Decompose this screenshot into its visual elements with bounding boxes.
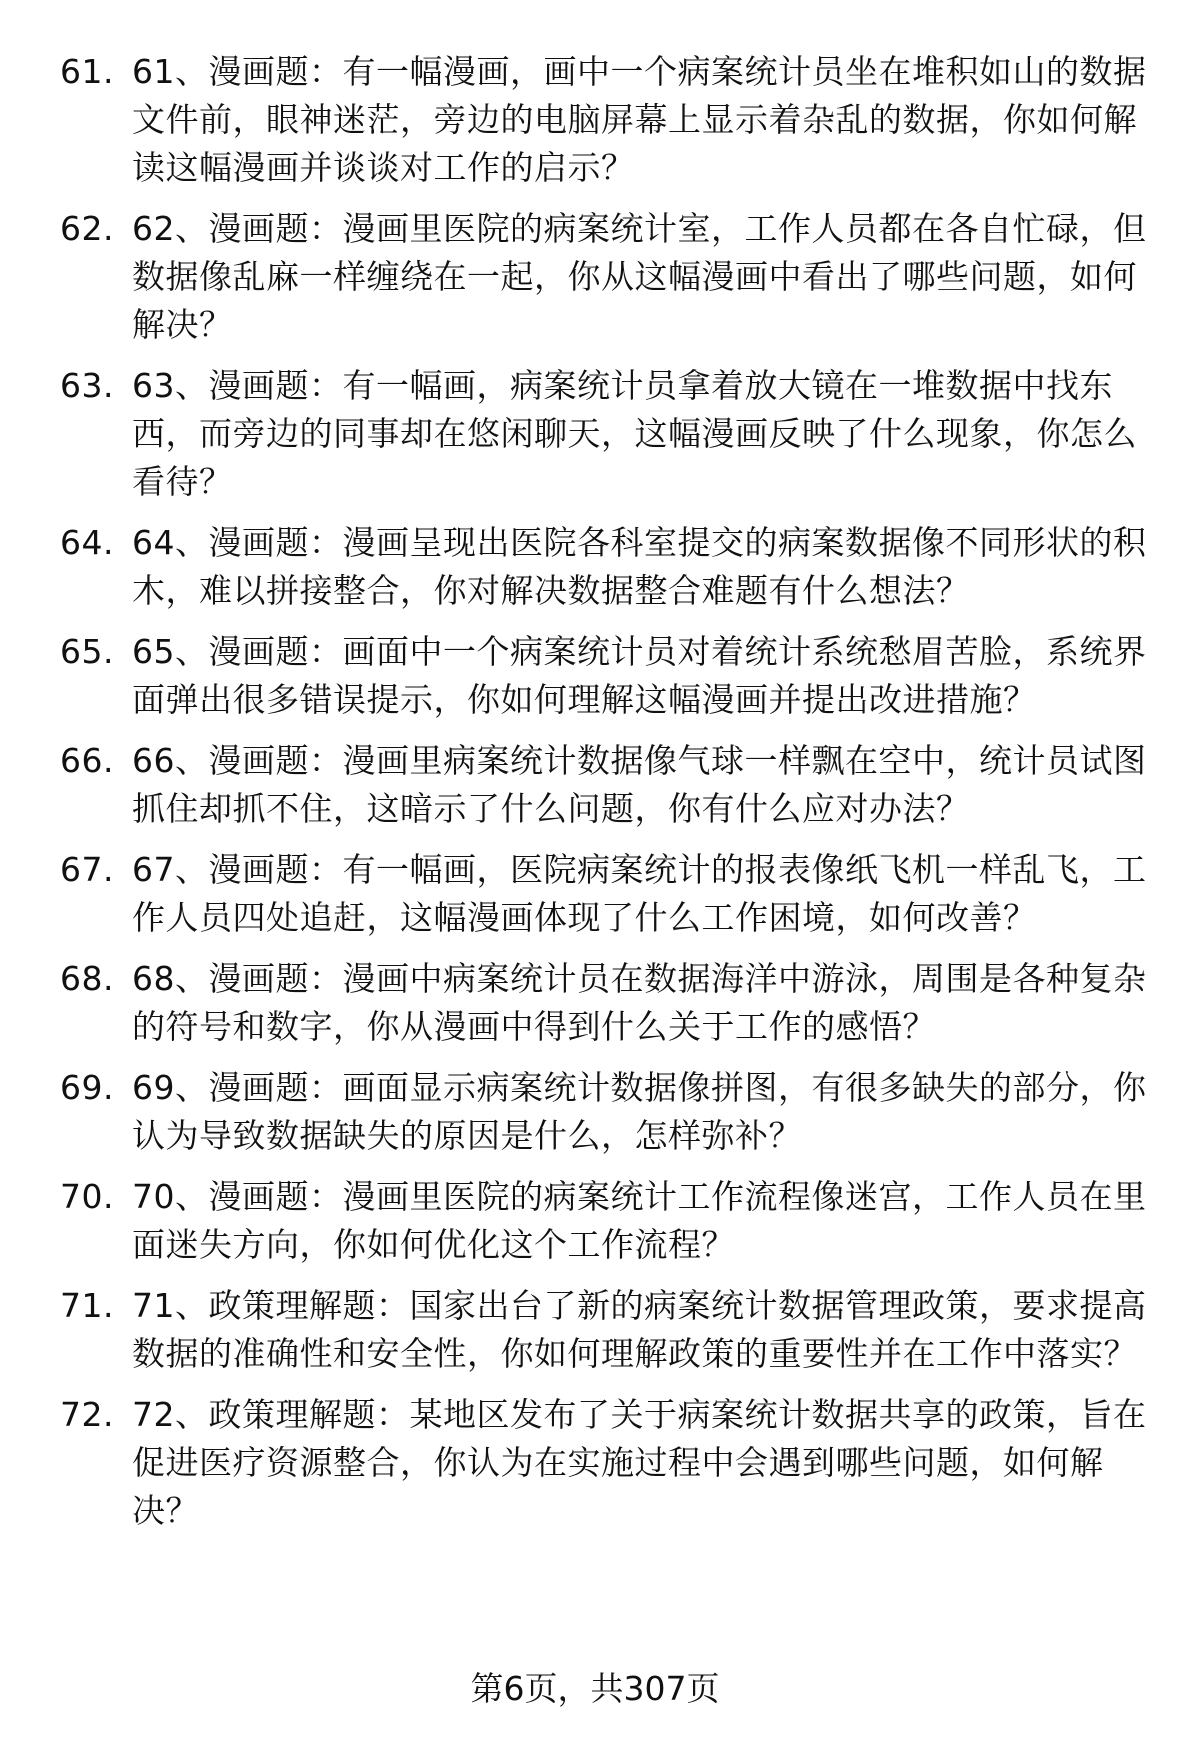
question-list [60, 48, 1160, 1548]
question-text: 69、漫画题：画面显示病案统计数据像拼图，有很多缺失的部分，你认为导致数据缺失的原因是什么，怎样弥补？ [132, 1068, 1147, 1155]
question-item-67 [60, 846, 1160, 942]
question-number: 68. [60, 959, 114, 998]
question-text: 65、漫画题：画面中一个病案统计员对着统计系统愁眉苦脸，系统界面弹出很多错误提示，你如何理解这幅漫画并提出改进措施？ [132, 632, 1147, 719]
question-number: 63. [60, 366, 114, 405]
question-text: 64、漫画题：漫画呈现出医院各科室提交的病案数据像不同形状的积木，难以拼接整合，你对解决数据整合难题有什么想法？ [132, 523, 1147, 610]
page-footer: 第6页，共307页 [470, 1669, 720, 1708]
question-number: 70. [60, 1177, 114, 1216]
question-item-62 [60, 205, 1160, 349]
question-number: 66. [60, 741, 114, 780]
question-item-64 [60, 519, 1160, 615]
question-number: 69. [60, 1068, 114, 1107]
question-number: 61. [60, 52, 114, 91]
question-text: 63、漫画题：有一幅画，病案统计员拿着放大镜在一堆数据中找东西，而旁边的同事却在悠闲聊天，这幅漫画反映了什么现象，你怎么看待？ [132, 366, 1137, 501]
question-item-72 [60, 1391, 1160, 1535]
question-item-61 [60, 48, 1160, 192]
question-text: 72、政策理解题：某地区发布了关于病案统计数据共享的政策，旨在促进医疗资源整合，你认为在实施过程中会遇到哪些问题，如何解决？ [132, 1395, 1147, 1530]
question-number: 64. [60, 523, 114, 562]
question-text: 67、漫画题：有一幅画，医院病案统计的报表像纸飞机一样乱飞，工作人员四处追赶，这幅漫画体现了什么工作困境，如何改善？ [132, 850, 1147, 937]
question-text: 62、漫画题：漫画里医院的病案统计室，工作人员都在各自忙碌，但数据像乱麻一样缠绕在一起，你从这幅漫画中看出了哪些问题，如何解决？ [132, 209, 1147, 344]
question-item-66 [60, 737, 1160, 833]
question-text: 71、政策理解题：国家出台了新的病案统计数据管理政策，要求提高数据的准确性和安全性，你如何理解政策的重要性并在工作中落实？ [132, 1286, 1147, 1373]
question-item-68 [60, 955, 1160, 1051]
question-item-70 [60, 1173, 1160, 1269]
question-text: 61、漫画题：有一幅漫画，画中一个病案统计员坐在堆积如山的数据文件前，眼神迷茫，旁边的电脑屏幕上显示着杂乱的数据，你如何解读这幅漫画并谈谈对工作的启示？ [132, 52, 1147, 187]
question-number: 72. [60, 1395, 114, 1434]
question-number: 65. [60, 632, 114, 671]
question-item-71 [60, 1282, 1160, 1378]
question-number: 71. [60, 1286, 114, 1325]
question-text: 68、漫画题：漫画中病案统计员在数据海洋中游泳，周围是各种复杂的符号和数字，你从漫画中得到什么关于工作的感悟？ [132, 959, 1147, 1046]
question-number: 62. [60, 209, 114, 248]
question-item-69 [60, 1064, 1160, 1160]
question-number: 67. [60, 850, 114, 889]
question-text: 70、漫画题：漫画里医院的病案统计工作流程像迷宫，工作人员在里面迷失方向，你如何优化这个工作流程？ [132, 1177, 1147, 1264]
question-item-63 [60, 362, 1160, 506]
question-item-65 [60, 628, 1160, 724]
question-text: 66、漫画题：漫画里病案统计数据像气球一样飘在空中，统计员试图抓住却抓不住，这暗示了什么问题，你有什么应对办法？ [132, 741, 1147, 828]
